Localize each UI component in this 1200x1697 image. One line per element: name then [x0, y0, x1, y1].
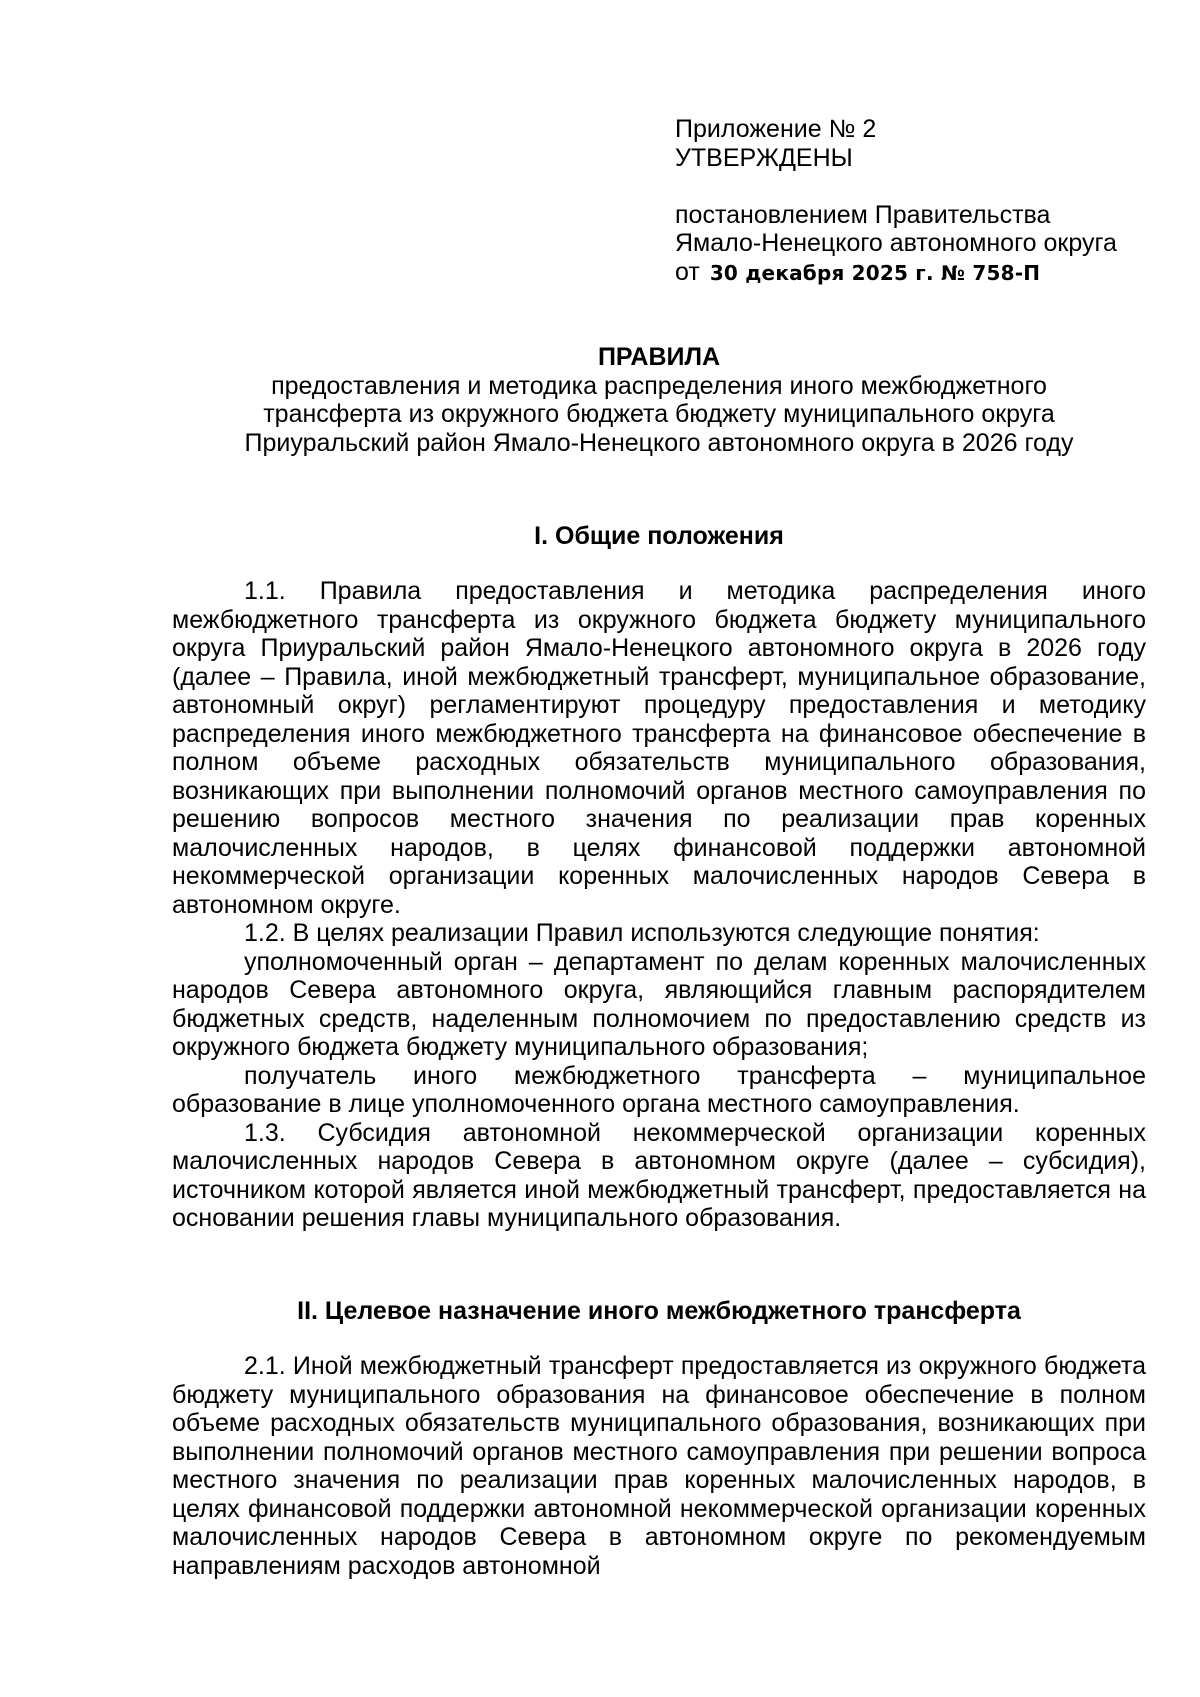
- definition-recipient: получатель иного межбюджетного трансферта – муниципальное образование в лице уполномоченного органа местного самоуправления.: [172, 1061, 1146, 1118]
- definition-authorized-body: уполномоченный орган – департамент по делам коренных малочисленных народов Севера автономного округа, являющийся главным распорядителем бюджетных средств, наделенным полномочием по предоставлению средств из окружного бюджета бюджету муниципального образования;: [172, 947, 1146, 1061]
- paragraph-1-3: 1.3. Субсидия автономной некоммерческой организации коренных малочисленных народов Севера в автономном округе (далее – субсидия), источником которой является иной межбюджетный трансферт, предоставляется на основании решения главы муниципального образования.: [172, 1118, 1146, 1232]
- paragraph-1-1: 1.1. Правила предоставления и методика распределения иного межбюджетного трансферта из окружного бюджета бюджету муниципального округа Приуральский район Ямало-Ненецкого автономного округа в 2026 году (далее – Правила, иной межбюджетный трансферт, муниципальное образование, автономный округ) регламентируют процедуру предоставления и методику распределения иного межбюджетного трансферта на финансовое обеспечение в полном объеме расходных обязательств муниципального образования, возникающих при выполнении полномочий органов местного самоуправления по решению вопросов местного значения по реализации прав коренных малочисленных народов, в целях финансовой поддержки автономной некоммерческой организации коренных малочисленных народов Севера в автономном округе.: [172, 577, 1146, 919]
- section-1-body: [172, 577, 1146, 1233]
- appendix-label: Приложение № 2: [675, 115, 877, 143]
- approval-block: [675, 115, 1155, 287]
- section-1-heading: I. Общие положения: [534, 522, 784, 550]
- decree-date-line: [675, 258, 1155, 288]
- section-2-heading: II. Целевое назначение иного межбюджетного трансферта: [297, 1297, 1021, 1325]
- paragraph-2-1: 2.1. Иной межбюджетный трансферт предоставляется из окружного бюджета бюджету муниципального образования на финансовое обеспечение в полном объеме расходных обязательств муниципального образования, возникающих при выполнении полномочий органов местного самоуправления при решении вопроса местного значения по реализации прав коренных малочисленных народов, в целях финансовой поддержки автономной некоммерческой организации коренных малочисленных народов Севера в автономном округе по рекомендуемым направлениям расходов автономной: [172, 1352, 1146, 1580]
- section-2-body: [172, 1352, 1146, 1580]
- decree-date-stamp: 30 декабря 2025 г. № 758-П: [709, 260, 1041, 285]
- title-line-3: Приуральский район Ямало-Ненецкого автономного округа в 2026 году: [244, 428, 1074, 457]
- date-prefix: от: [675, 257, 700, 286]
- paragraph-1-2: 1.2. В целях реализации Правил используются следующие понятия:: [244, 919, 1040, 947]
- title-line-2: трансферта из окружного бюджета бюджету муниципального округа: [263, 400, 1055, 428]
- decree-line-1: постановлением Правительства: [675, 200, 1051, 229]
- title-main: ПРАВИЛА: [597, 343, 721, 371]
- title-line-1: предоставления и методика распределения иного межбюджетного: [271, 371, 1047, 400]
- approved-label: УТВЕРЖДЕНЫ: [675, 143, 853, 172]
- decree-line-2: Ямало-Ненецкого автономного округа: [675, 229, 1117, 257]
- document-title: [172, 343, 1146, 457]
